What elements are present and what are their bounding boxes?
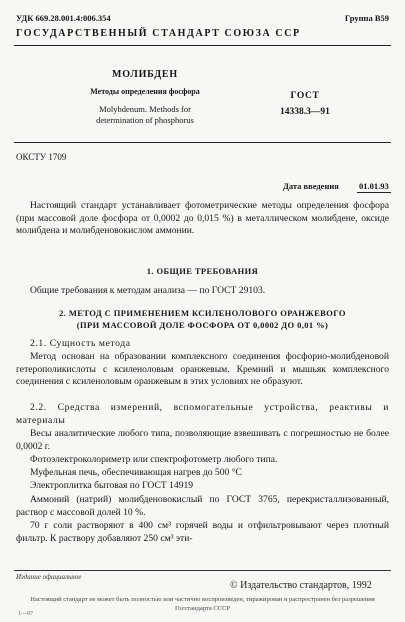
equipment-item-photometer: Фотоэлектроколориметр или спектрофотометр любого типа. (30, 454, 278, 465)
english-title-line1: Molybdenum. Methods for (99, 104, 191, 114)
header-rule (14, 45, 391, 46)
section-2-1-title: 2.1. Сущность метода (30, 338, 131, 349)
gost-designation (280, 91, 330, 117)
section-2-heading-line2: (ПРИ МАССОВОЙ ДОЛЕ ФОСФОРА ОТ 0,0002 ДО 0,01 %) (76, 320, 329, 330)
page-mark: 1—97 (18, 611, 33, 617)
date-underline (357, 192, 391, 193)
section-2-heading-line1: 2. МЕТОД С ПРИМЕНЕНИЕМ КСИЛЕНОЛОВОГО ОРАНЖЕВОГО (59, 308, 346, 318)
equipment-item-balance: Весы аналитические любого типа, позволяющие взвешивать с погрешностью не более 0,0002 г. (16, 428, 389, 452)
okstu-code: ОКСТУ 1709 (16, 152, 67, 162)
section-2-1-text: Метод основан на образовании комплексного соединения фосфорно-молибденовой гетерополикислоты с ксиленоловым оранжевым. Кремний и мышьяк комплексного соединения с ксиленоловым оранжевым в этих условиях не образуют. (16, 351, 389, 388)
document-title-block (40, 68, 250, 126)
intro-date-value: 01.01.93 (359, 181, 389, 191)
gost-number: 14338.3—91 (280, 107, 330, 117)
standard-title: ГОСУДАРСТВЕННЫЙ СТАНДАРТ СОЮЗА ССР (16, 28, 301, 39)
title-rule (14, 142, 391, 143)
general-requirements-text: Общие требования к методам анализа — по ГОСТ 29103. (30, 285, 266, 296)
english-title-line2: determination of phosphorus (96, 115, 194, 125)
section-1-heading: 1. ОБЩИЕ ТРЕБОВАНИЯ (146, 266, 259, 276)
group-code: Группа В59 (344, 13, 389, 23)
official-edition-label: Издание официальное (16, 573, 82, 581)
section-2-2-title: 2.2. Средства измерений, вспомогательные устройства, реактивы и материалы (16, 402, 389, 426)
intro-paragraph: Настоящий стандарт устанавливает фотометрические методы определения фосфора (при массовой доле фосфора от 0,0002 до 0,015 %) в металлическом молибдене, оксиде молибдена и молибденовокислом аммонии. (16, 200, 389, 237)
equipment-item-furnace: Муфельная печь, обеспечивающая нагрев до 500 °С (30, 467, 242, 478)
reagent-item-molybdate: Аммоний (натрий) молибденовокислый по ГОСТ 3765, перекристаллизованный, раствор с массовой долей 10 %. (16, 494, 389, 518)
reproduction-notice: Настоящий стандарт не может быть полностью или частично воспроизведен, тиражирован и распространен без разрешения Госстандарта СССР (30, 596, 375, 612)
gost-label: ГОСТ (290, 91, 320, 101)
udk-code: УДК 669.28.001.4:006.354 (16, 13, 111, 23)
copyright-notice: © Издательство стандартов, 1992 (230, 580, 372, 591)
equipment-item-hotplate: Электроплитка бытовая по ГОСТ 14919 (30, 480, 194, 491)
footer-rule (14, 570, 391, 571)
intro-date-label: Дата введения (283, 181, 339, 191)
document-subtitle: Методы определения фосфора (90, 87, 200, 96)
document-title: МОЛИБДЕН (112, 69, 178, 80)
reagent-preparation-text: 70 г соли растворяют в 400 см³ горячей воды и отфильтровывают через плотный фильтр. К раствору добавляют 250 см³ эти- (16, 520, 389, 544)
